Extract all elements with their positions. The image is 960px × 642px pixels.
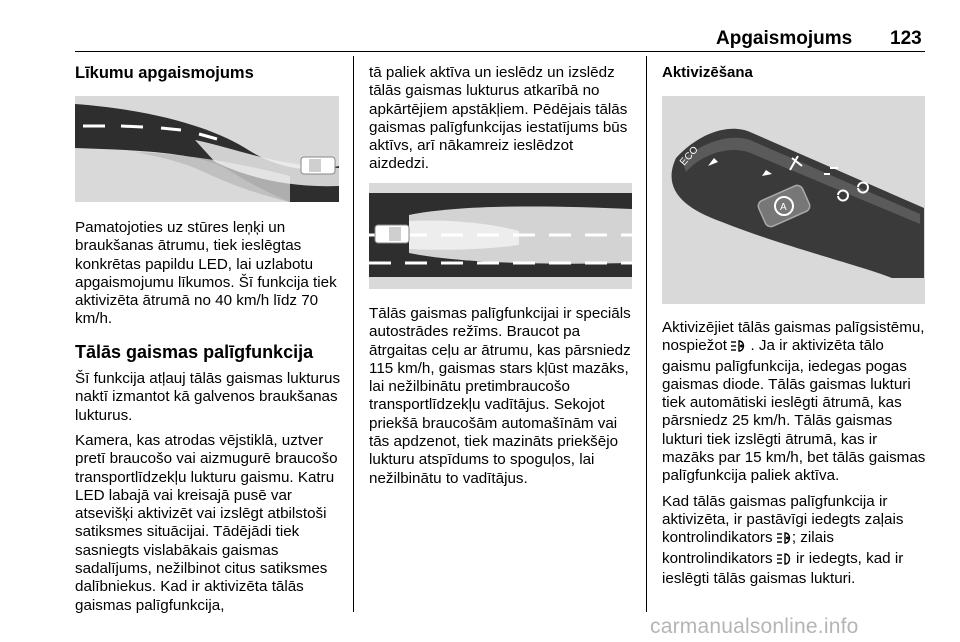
figure-stalk-switch bbox=[662, 96, 925, 304]
paragraph bbox=[662, 319, 927, 486]
page-number: 123 bbox=[890, 28, 922, 49]
svg-text:A: A bbox=[780, 202, 787, 213]
paragraph: Tālās gaismas palīgfunkcijai ir speciāls autostrādes režīms. Braucot pa ātrgaitas ceļu ar ātrumu, kas pārsniedz 115 km/h, gaismas stars kļūst mazāks, lai nežilbinātu pretimbraucošo transportlīdzekļu vadītājus. Sekojot priekšā braucošām automašīnām vai tās apdzenot, tiek mazināts priekšējo lukturu atspīdums to spoguļos, lai nežilbinātu to vadītājus. bbox=[369, 305, 631, 487]
curve-road-illustration bbox=[75, 96, 339, 202]
highway-road-illustration bbox=[369, 183, 632, 289]
paragraph: Pamatojoties uz stūres leņķi un braukšanas ātrumu, tiek ieslēgtas konkrētas papildu LED, lai uzlabotu apgaismojumu līkumos. Šī funkcija tiek aktivizēta ātrumā no 40 km/h līdz 70 km/h. bbox=[75, 219, 337, 328]
high-beam-icon bbox=[777, 552, 792, 570]
auto-high-beam-icon bbox=[777, 531, 792, 549]
header-rule bbox=[75, 51, 925, 52]
section-title-activation: Aktivizēšana bbox=[662, 64, 753, 81]
column-divider-1 bbox=[353, 56, 354, 612]
text-run: . Ja ir aktivizēta tālo gaismu palīgfunkcija, iedegas pogas gaismas diode. Tālās gaismas lukturi tiek automātiski ieslēgti ātrumā, kas pārsniedz 25 km/h. Tālās gaismas lukturi tiek izslēgti ātrumā, kas ir mazāks par 15 km/h, bet tālās gaismas palīgfunkcija paliek aktīva. bbox=[662, 337, 926, 485]
column-1 bbox=[75, 64, 345, 82]
column-2-body bbox=[369, 305, 637, 495]
text-run: ; zilais kontrolindikators bbox=[662, 529, 835, 567]
high-beam-icon bbox=[731, 339, 746, 357]
column-2 bbox=[369, 64, 637, 181]
paragraph bbox=[662, 493, 927, 588]
paragraph: Šī funkcija atļauj tālās gaismas lukturus naktī izmantot kā galvenos braukšanas lukturus. bbox=[75, 370, 341, 424]
text-run: Kad tālās gaismas palīgfunkcija ir aktivizēta, ir pastāvīgi iedegts zaļais kontrolindikators bbox=[662, 492, 904, 547]
column-3-body bbox=[662, 319, 927, 595]
svg-text:ECO: ECO bbox=[678, 144, 701, 169]
stalk-switch bbox=[662, 96, 925, 304]
paragraph: Kamera, kas atrodas vējstiklā, uztver pretī braucošo vai aizmugurē braucošo transportlīdzekļu lukturu gaismu. Katru LED labajā vai kreisajā pusē var atsevišķi aktivizēt vai izslēgt atbilstoši satiksmes situācijai. Tādējādi tiek sasniegts vislabākais gaismas sadalījums, nežilbinot citus satiksmes dalībniekus. Kad ir aktivizēta tālās gaismas palīgfunkcija, bbox=[75, 431, 338, 614]
figure-highway-mode bbox=[369, 183, 632, 289]
paragraph: tā paliek aktīva un ieslēdz un izslēdz tālās gaismas lukturus atkarībā no apkārtējiem apstākļiem. Pēdējais tālās gaismas palīgfunkcijas iestatījums būs aktīvs, arī nākamreiz ieslēdzot aizdedzi. bbox=[369, 64, 628, 173]
section-title-high-beam-assist: Tālās gaismas palīgfunkcija bbox=[75, 341, 314, 362]
car-top-icon bbox=[375, 225, 409, 243]
figure-curve-lighting bbox=[75, 96, 339, 202]
header-title: Apgaismojums bbox=[716, 28, 853, 49]
column-divider-2 bbox=[646, 56, 647, 612]
text-run: ir iedegts, kad ir ieslēgti tālās gaismas lukturi. bbox=[662, 549, 904, 587]
column-3 bbox=[662, 64, 927, 82]
column-1-body bbox=[75, 219, 345, 622]
section-title-curve-lighting: Līkumu apgaismojums bbox=[75, 64, 254, 82]
text-run: Aktivizējiet tālās gaismas palīgsistēmu, nospiežot bbox=[662, 319, 925, 355]
watermark[interactable]: carmanualsonline.info bbox=[650, 615, 859, 638]
car-top-icon bbox=[301, 157, 335, 174]
